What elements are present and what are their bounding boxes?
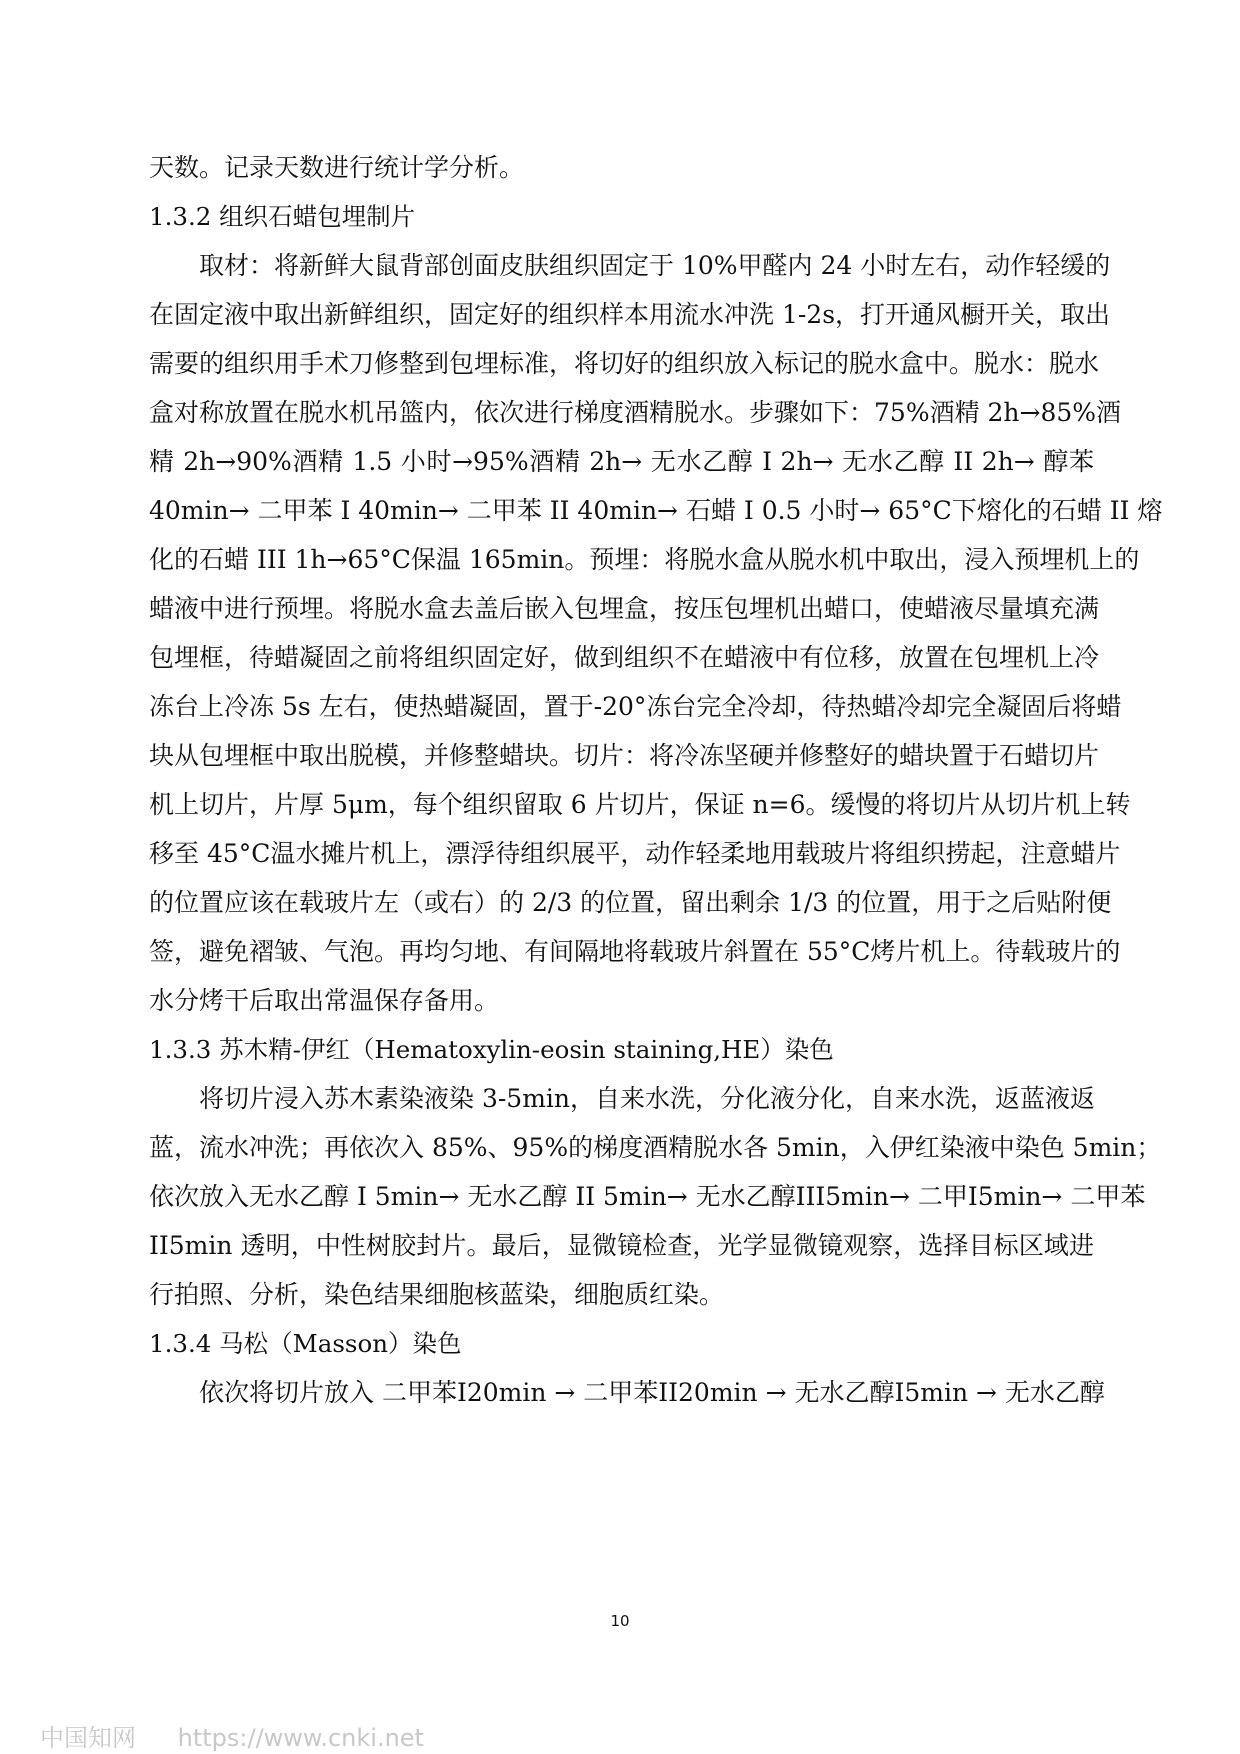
- text-line: 签，避免褶皱、气泡。再均匀地、有间隔地将载玻片斜置在 55°C烤片机上。待载玻片的: [149, 937, 1121, 966]
- watermark-logo-text: 中国知网: [40, 1724, 136, 1752]
- text-line: 取材：将新鲜大鼠背部创面皮肤组织固定于 10%甲醛内 24 小时左右，动作轻缓的: [199, 251, 1111, 280]
- text-line: 的位置应该在载玻片左（或右）的 2/3 的位置，留出剩余 1/3 的位置，用于之后贴附便: [149, 888, 1112, 917]
- text-line: 天数。记录天数进行统计学分析。: [149, 153, 525, 182]
- text-line: 移至 45°C温水摊片机上，漂浮待组织展平，动作轻柔地用载玻片将组织捞起，注意蜡片: [149, 839, 1121, 868]
- watermark-url: https://www.cnki.net: [177, 1724, 424, 1752]
- text-line: 机上切片，片厚 5μm，每个组织留取 6 片切片，保证 n=6。缓慢的将切片从切片机上转: [149, 790, 1131, 819]
- watermark: [40, 1718, 458, 1753]
- text-line: 包埋框，待蜡凝固之前将组织固定好，做到组织不在蜡液中有位移，放置在包埋机上冷: [149, 643, 1100, 672]
- text-line: 行拍照、分析，染色结果细胞核蓝染，细胞质红染。: [149, 1280, 725, 1309]
- text-line: 依次将切片放入 二甲苯I20min → 二甲苯II20min → 无水乙醇I5min → 无水乙醇: [199, 1378, 1105, 1407]
- section-heading: 1.3.4 马松（Masson）染色: [149, 1329, 462, 1358]
- text-line: 冻台上冷冻 5s 左右，使热蜡凝固，置于-20°冻台完全冷却，待热蜡冷却完全凝固后将蜡: [149, 692, 1122, 721]
- text-line: 将切片浸入苏木素染液染 3-5min，自来水洗，分化液分化，自来水洗，返蓝液返: [199, 1084, 1096, 1113]
- text-line: 依次放入无水乙醇 I 5min→ 无水乙醇 II 5min→ 无水乙醇III5min→ 二甲I5min→ 二甲苯: [149, 1182, 1146, 1211]
- text-line: 块从包埋框中取出脱模，并修整蜡块。切片：将冷冻坚硬并修整好的蜡块置于石蜡切片: [149, 741, 1100, 770]
- text-line: 40min→ 二甲苯 I 40min→ 二甲苯 II 40min→ 石蜡 I 0.5 小时→ 65°C下熔化的石蜡 II 熔: [149, 496, 1163, 525]
- section-heading: 1.3.2 组织石蜡包埋制片: [149, 202, 416, 231]
- text-line: 盒对称放置在脱水机吊篮内，依次进行梯度酒精脱水。步骤如下：75%酒精 2h→85%酒: [149, 398, 1122, 427]
- text-line: 蓝，流水冲洗；再依次入 85%、95%的梯度酒精脱水各 5min，入伊红染液中染色 5min；: [149, 1133, 1162, 1162]
- text-line: 化的石蜡 III 1h→65°C保温 165min。预埋：将脱水盒从脱水机中取出，浸入预埋机上的: [149, 545, 1140, 574]
- text-line: 在固定液中取出新鲜组织，固定好的组织样本用流水冲洗 1-2s，打开通风橱开关，取出: [149, 300, 1111, 329]
- text-line: 蜡液中进行预埋。将脱水盒去盖后嵌入包埋盒，按压包埋机出蜡口，使蜡液尽量填充满: [149, 594, 1100, 623]
- section-heading: 1.3.3 苏木精-伊红（Hematoxylin-eosin staining,HE）染色: [149, 1035, 834, 1064]
- text-line: 精 2h→90%酒精 1.5 小时→95%酒精 2h→ 无水乙醇 I 2h→ 无水乙醇 II 2h→ 醇苯: [149, 447, 1094, 476]
- text-line: II5min 透明，中性树胶封片。最后，显微镜检查，光学显微镜观察，选择目标区域进: [149, 1231, 1094, 1260]
- text-line: 水分烤干后取出常温保存备用。: [149, 986, 500, 1015]
- text-line: 需要的组织用手术刀修整到包埋标准，将切好的组织放入标记的脱水盒中。脱水：脱水: [149, 349, 1100, 378]
- page-number: 10: [610, 1612, 630, 1630]
